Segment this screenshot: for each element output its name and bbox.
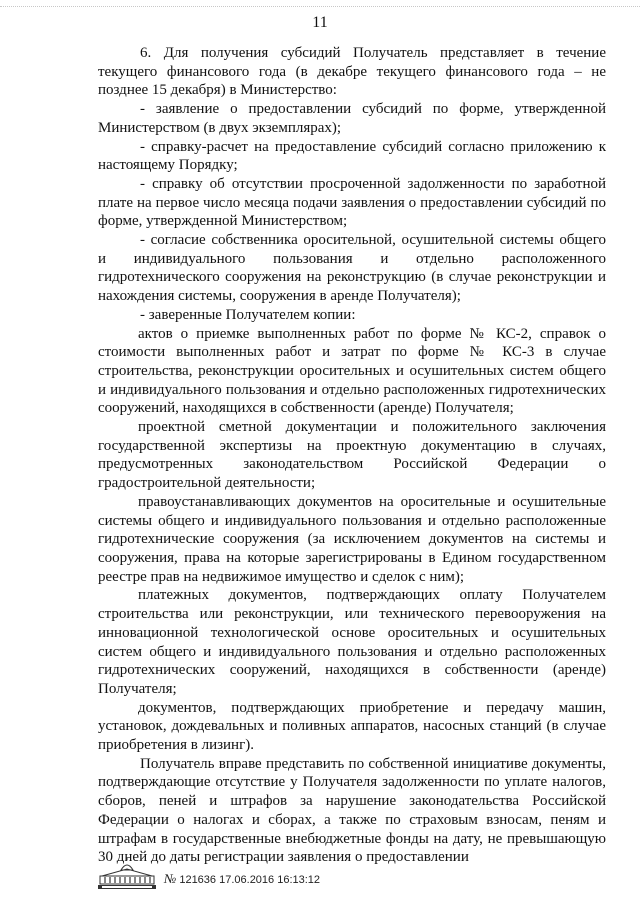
paragraph: - заявление о предоставлении субсидий по форме, утвержденной Министерством (в двух экземплярах);	[98, 101, 606, 136]
paragraph: актов о приемке выполненных работ по форме № КС-2, справок о стоимости выполненных работ и затрат по форме № КС-3 в случае строительства, реконструкции оросительных и осушительных систем общего и индивидуального пользования и отдельно расположенных гидротехнических сооружений, находящихся в собственности (аренде) Получателя;	[98, 325, 606, 417]
document-body	[98, 44, 606, 867]
number-sign: №	[164, 871, 177, 886]
scan-edge	[0, 6, 640, 9]
document-registration-stamp	[164, 871, 320, 887]
paragraph: проектной сметной документации и положительного заключения государственной экспертизы на проектную документацию в случаях, предусмотренных законодательством Российской Федерации о градостроительной деятельности;	[98, 419, 606, 492]
government-building-logo	[98, 858, 156, 892]
registration-datetime: 17.06.2016 16:13:12	[219, 874, 321, 886]
paragraph: - справку-расчет на предоставление субсидий согласно приложению к настоящему Порядку;	[98, 138, 606, 174]
paragraph: 6. Для получения субсидий Получатель представляет в течение текущего финансового года (в декабре текущего финансового года – не позднее 15 декабря) в Министерство:	[98, 45, 606, 99]
footer	[98, 858, 498, 898]
paragraph: Получатель вправе представить по собственной инициативе документы, подтверждающие отсутствие у Получателя задолженности по уплате налогов, сборов, пеней и штрафов за нарушение законодательства Российской Федерации о налогах и сборах, а также по страховым взносам, пеням и штрафам в государственные внебюджетные фонды на дату, не превышающую 30 дней до даты регистрации заявления о предоставлении	[98, 755, 606, 866]
paragraph: - заверенные Получателем копии:	[140, 306, 356, 323]
paragraph: платежных документов, подтверждающих оплату Получателем строительства или реконструкции, или технического перевооружения на инновационной технологической основе оросительных и осушительных систем общего и индивидуального пользования и отдельно расположенных гидротехнических сооружений, находящихся в собственности (аренде) Получателя;	[98, 587, 606, 697]
paragraph: - согласие собственника оросительной, осушительной системы общего и индивидуального пользования и отдельно расположенного гидротехнического сооружения на реконструкцию (в случае реконструкции и нахождения системы, сооружения в аренде Получателя);	[98, 232, 606, 305]
document-number: 121636	[179, 874, 217, 886]
page-number: 11	[312, 14, 328, 31]
paragraph: - справку об отсутствии просроченной задолженности по заработной плате на первое число месяца подачи заявления о предоставлении субсидий по форме, утвержденной Министерством;	[98, 175, 606, 230]
paragraph: документов, подтверждающих приобретение и передачу машин, установок, дождевальных и поливных аппаратов, насосных станций (в случае приобретения в лизинг).	[98, 699, 606, 754]
paragraph: правоустанавливающих документов на оросительные и осушительные системы общего и индивидуального пользования и отдельно расположенные гидротехнические сооружения (за исключением документов на системы и сооружения, права на которые зарегистрированы в Едином государственном реестре прав на недвижимое имущество и сделок с ним);	[98, 493, 606, 585]
